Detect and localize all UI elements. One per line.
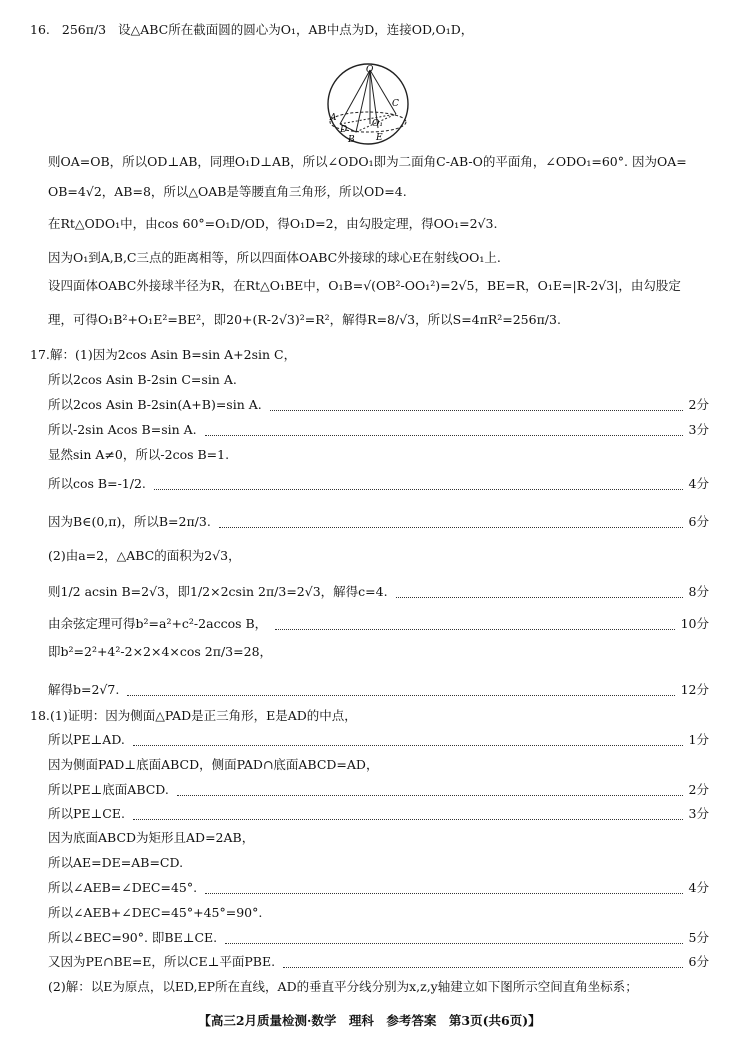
- q18-row: [48, 903, 709, 923]
- q18-row: [48, 853, 709, 873]
- q18-row-text: 因为底面ABCD为矩形且AD=2AB，: [48, 830, 255, 845]
- dot-leader: [396, 587, 683, 598]
- q18-row-score: 3分: [688, 806, 709, 821]
- q17-row-score: 12分: [680, 682, 709, 697]
- dot-leader: [154, 479, 683, 490]
- dot-leader: [205, 883, 682, 894]
- q17-row-text: 显然sin A≠0，所以-2cos B=1.: [48, 447, 230, 462]
- q17-row-text: 由余弦定理可得b²=a²+c²-2accos B，: [48, 616, 268, 631]
- q18-row-text: 所以AE=DE=AB=CD.: [48, 855, 184, 870]
- q18-row: [48, 804, 709, 824]
- q16-line-5: 设四面体OABC外接球半径为R，在Rt△O₁BE中，O₁B=√(OB²-OO₁²)=2√5，BE=R，O₁E=|R-2√3|，由勾股定: [48, 278, 681, 293]
- dot-leader: [133, 735, 683, 746]
- q17-row: [48, 546, 709, 566]
- label-C: C: [392, 99, 399, 109]
- q18-row-text: (2)解：以E为原点，以ED,EP所在直线，AD的垂直平分线分别为x,z,y轴建立如下图所示空间直角坐标系；: [48, 979, 638, 994]
- label-D: D: [340, 125, 348, 135]
- label-O1: O₁: [372, 119, 383, 129]
- q18-row-text: 所以∠BEC=90°. 即BE⊥CE.: [48, 930, 218, 945]
- q17-row: [48, 395, 709, 415]
- q16-line-4: 因为O₁到A,B,C三点的距离相等，所以四面体OABC外接球的球心E在射线OO₁上.: [48, 250, 501, 265]
- q17-row: [48, 582, 709, 602]
- label-E: E: [376, 133, 383, 143]
- q16-number: 16.: [30, 22, 50, 37]
- q18-row: [48, 952, 709, 972]
- page-footer: 【高三2月质量检测·数学 理科 参考答案 第3页(共6页)】: [198, 1013, 541, 1028]
- q17-row-text: 因为B∈(0,π)，所以B=2π/3.: [48, 514, 211, 529]
- q17-row-score: 6分: [688, 514, 709, 529]
- q17-row-text: 即b²=2²+4²-2×2×4×cos 2π/3=28，: [48, 644, 273, 659]
- q18-row-text: 所以PE⊥AD.: [48, 732, 125, 747]
- q17-row: [50, 345, 709, 365]
- q18-row: [48, 928, 709, 948]
- q17-row-score: 2分: [688, 397, 709, 412]
- label-B: B: [348, 135, 355, 145]
- q18-row: [50, 706, 709, 726]
- q18-row-text: 所以∠AEB+∠DEC=45°+45°=90°.: [48, 905, 263, 920]
- label-O: O: [366, 65, 374, 75]
- dot-leader: [127, 685, 674, 696]
- q17-number: 17.: [30, 347, 50, 362]
- dot-leader: [275, 619, 674, 630]
- label-A: A: [330, 113, 337, 123]
- dot-leader: [270, 400, 683, 411]
- q17-row: [48, 474, 709, 494]
- q18-row-text: 所以∠AEB=∠DEC=45°.: [48, 880, 198, 895]
- q17-row-text: 所以-2sin Acos B=sin A.: [48, 422, 197, 437]
- q17-row-text: 则1/2 acsin B=2√3，即1/2×2csin 2π/3=2√3，解得c=4.: [48, 584, 388, 599]
- q18-number: 18.: [30, 708, 50, 723]
- q18-row-score: 2分: [688, 782, 709, 797]
- q17-row: [48, 512, 709, 532]
- q16-answer: 256π/3: [61, 22, 107, 37]
- q16-line-6: 理，可得O₁B²+O₁E²=BE²，即20+(R-2√3)²=R²，解得R=8/√3，所以S=4πR²=256π/3.: [48, 312, 561, 327]
- q17-row: [48, 680, 709, 700]
- q17-row: [48, 642, 709, 662]
- q16-header: [30, 20, 709, 40]
- dot-leader: [219, 517, 683, 528]
- q18-row-score: 4分: [688, 880, 709, 895]
- q16-line-3: 在Rt△ODO₁中，由cos 60°=O₁D/OD，得O₁D=2，由勾股定理，得OO₁=2√3.: [48, 216, 498, 231]
- q18-row-score: 1分: [688, 732, 709, 747]
- q16-line-1: 则OA=OB，所以OD⊥AB，同理O₁D⊥AB，所以∠ODO₁即为二面角C-AB-O的平面角，∠ODO₁=60°. 因为OA=: [48, 154, 687, 169]
- sphere-figure: [318, 62, 418, 146]
- dot-leader: [177, 785, 683, 796]
- q18-row: [48, 828, 709, 848]
- q17-row: [48, 614, 709, 634]
- q17-row: [48, 370, 709, 390]
- q17-row-text: 所以2cos Asin B-2sin(A+B)=sin A.: [48, 397, 262, 412]
- q17-row-score: 8分: [688, 584, 709, 599]
- q16-line-2: OB=4√2，AB=8，所以△OAB是等腰直角三角形，所以OD=4.: [48, 184, 407, 199]
- q18-row-text: 所以PE⊥底面ABCD.: [48, 782, 169, 797]
- q18-row-text: 又因为PE∩BE=E，所以CE⊥平面PBE.: [48, 954, 276, 969]
- dot-leader: [133, 809, 683, 820]
- q17-row-score: 10分: [680, 616, 709, 631]
- q17-row-score: 4分: [688, 476, 709, 491]
- q18-row-text: (1)证明：因为侧面△PAD是正三角形，E是AD的中点，: [50, 708, 357, 723]
- dot-leader: [283, 957, 682, 968]
- q18-row-score: 5分: [688, 930, 709, 945]
- q18-row-score: 6分: [688, 954, 709, 969]
- q17-row: [48, 445, 709, 465]
- q17-row-text: 所以cos B=-1/2.: [48, 476, 146, 491]
- q18-row-text: 所以PE⊥CE.: [48, 806, 125, 821]
- q18-row: [48, 878, 709, 898]
- q17-row: [48, 420, 709, 440]
- dot-leader: [205, 425, 683, 436]
- q16-intro: 设△ABC所在截面圆的圆心为O₁，AB中点为D，连接OD,O₁D，: [118, 22, 474, 37]
- q18-row: [48, 977, 709, 997]
- q17-row-text: 解得b=2√7.: [48, 682, 120, 697]
- dot-leader: [225, 933, 682, 944]
- q18-row: [48, 755, 709, 775]
- q17-row-score: 3分: [688, 422, 709, 437]
- q17-row-text: 所以2cos Asin B-2sin C=sin A.: [48, 372, 237, 387]
- q18-row-text: 因为侧面PAD⊥底面ABCD，侧面PAD∩底面ABCD=AD，: [48, 757, 379, 772]
- q18-row: [48, 780, 709, 800]
- q17-row-text: 解：(1)因为2cos Asin B=sin A+2sin C，: [50, 347, 297, 362]
- q18-row: [48, 730, 709, 750]
- q17-row-text: (2)由a=2，△ABC的面积为2√3，: [48, 548, 241, 563]
